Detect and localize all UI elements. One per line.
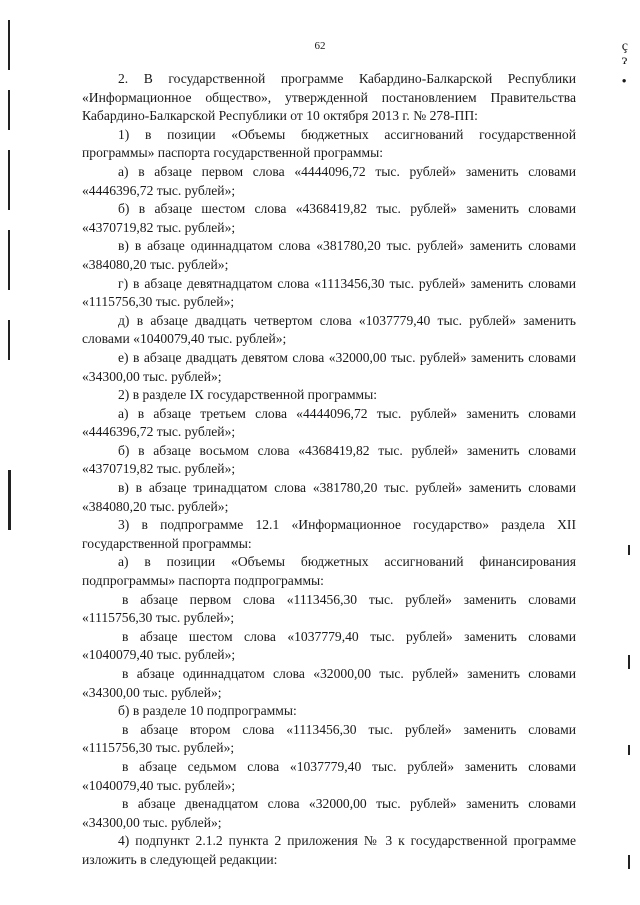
paragraph: б) в разделе 10 подпрограммы: xyxy=(118,703,297,719)
scan-edge-mark-left xyxy=(8,470,11,530)
scan-edge-mark-left xyxy=(8,320,10,360)
paragraph: в абзаце седьмом слова «1037779,40 тыс. рублей» заменить словами «1040079,40 тыс. рублей»; xyxy=(82,758,576,793)
scan-edge-mark-left xyxy=(8,230,10,290)
paragraph: 2) в разделе IX государственной программы: xyxy=(118,387,378,403)
paragraph: в абзаце шестом слова «1037779,40 тыс. рублей» заменить словами «1040079,40 тыс. рублей»; xyxy=(82,628,576,663)
scan-edge-mark-right xyxy=(628,655,630,669)
paragraph: б) в абзаце восьмом слова «4368419,82 тыс. рублей» заменить словами «4370719,82 тыс. рублей»; xyxy=(82,442,576,477)
corner-mark-1: ç xyxy=(621,39,628,54)
paragraph: в абзаце двенадцатом слова «32000,00 тыс. рублей» заменить словами «34300,00 тыс. рублей»; xyxy=(82,796,576,830)
page-number: 62 xyxy=(314,40,326,52)
paragraph: 3) в подпрограмме 12.1 «Информационное государство» раздела XII государственной программы: xyxy=(82,517,576,551)
paragraph: в абзаце одиннадцатом слова «32000,00 тыс. рублей» заменить словами «34300,00 тыс. рублей»; xyxy=(82,666,576,700)
scan-edge-mark-left xyxy=(8,20,10,70)
corner-mark-2: ɂ xyxy=(621,53,628,68)
paragraph: б) в абзаце шестом слова «4368419,82 тыс. рублей» заменить словами «4370719,82 тыс. рублей»; xyxy=(82,201,576,235)
paragraph: е) в абзаце двадцать девятом слова «32000,00 тыс. рублей» заменить словами «34300,00 тыс. рублей»; xyxy=(82,349,576,384)
paragraph: в абзаце первом слова «1113456,30 тыс. рублей» заменить словами «1115756,30 тыс. рублей»; xyxy=(82,591,576,626)
scan-edge-mark-right xyxy=(628,545,630,555)
scan-edge-mark-right xyxy=(628,855,630,869)
scan-edge-mark-left xyxy=(8,90,10,130)
document-body xyxy=(82,70,576,870)
corner-mark-3: ● xyxy=(621,76,627,85)
paragraph: д) в абзаце двадцать четвертом слова «1037779,40 тыс. рублей» заменить словами «1040079,40 тыс. рублей»; xyxy=(82,312,576,347)
paragraph: а) в абзаце первом слова «4444096,72 тыс. рублей» заменить словами «4446396,72 тыс. рублей»; xyxy=(82,163,576,198)
paragraph: в) в абзаце одиннадцатом слова «381780,20 тыс. рублей» заменить словами «384080,20 тыс. рублей»; xyxy=(82,238,576,272)
paragraph: в абзаце втором слова «1113456,30 тыс. рублей» заменить словами «1115756,30 тыс. рублей»; xyxy=(82,721,576,756)
paragraph: 4) подпункт 2.1.2 пункта 2 приложения № 3 к государственной программе изложить в следующей редакции: xyxy=(82,833,576,867)
paragraph: а) в абзаце третьем слова «4444096,72 тыс. рублей» заменить словами «4446396,72 тыс. рублей»; xyxy=(82,405,576,440)
scan-edge-mark-left xyxy=(8,150,10,210)
paragraph: 1) в позиции «Объемы бюджетных ассигнований государственной программы» паспорта государственной программы: xyxy=(82,126,576,161)
scan-edge-mark-right xyxy=(628,745,630,755)
paragraph: г) в абзаце девятнадцатом слова «1113456,30 тыс. рублей» заменить словами «1115756,30 тыс. рублей»; xyxy=(82,275,576,310)
paragraph: в) в абзаце тринадцатом слова «381780,20 тыс. рублей» заменить словами «384080,20 тыс. рублей»; xyxy=(82,480,576,514)
paragraph: а) в позиции «Объемы бюджетных ассигнований финансирования подпрограммы» паспорта подпрограммы: xyxy=(82,554,576,589)
scan-corner-marks xyxy=(622,40,628,88)
paragraph: 2. В государственной программе Кабардино-Балкарской Республики «Информационное общество», утвержденной постановлением Правительства Кабардино-Балкарской Республики от 10 октября 2013 г. № 278-ПП: xyxy=(82,71,576,124)
